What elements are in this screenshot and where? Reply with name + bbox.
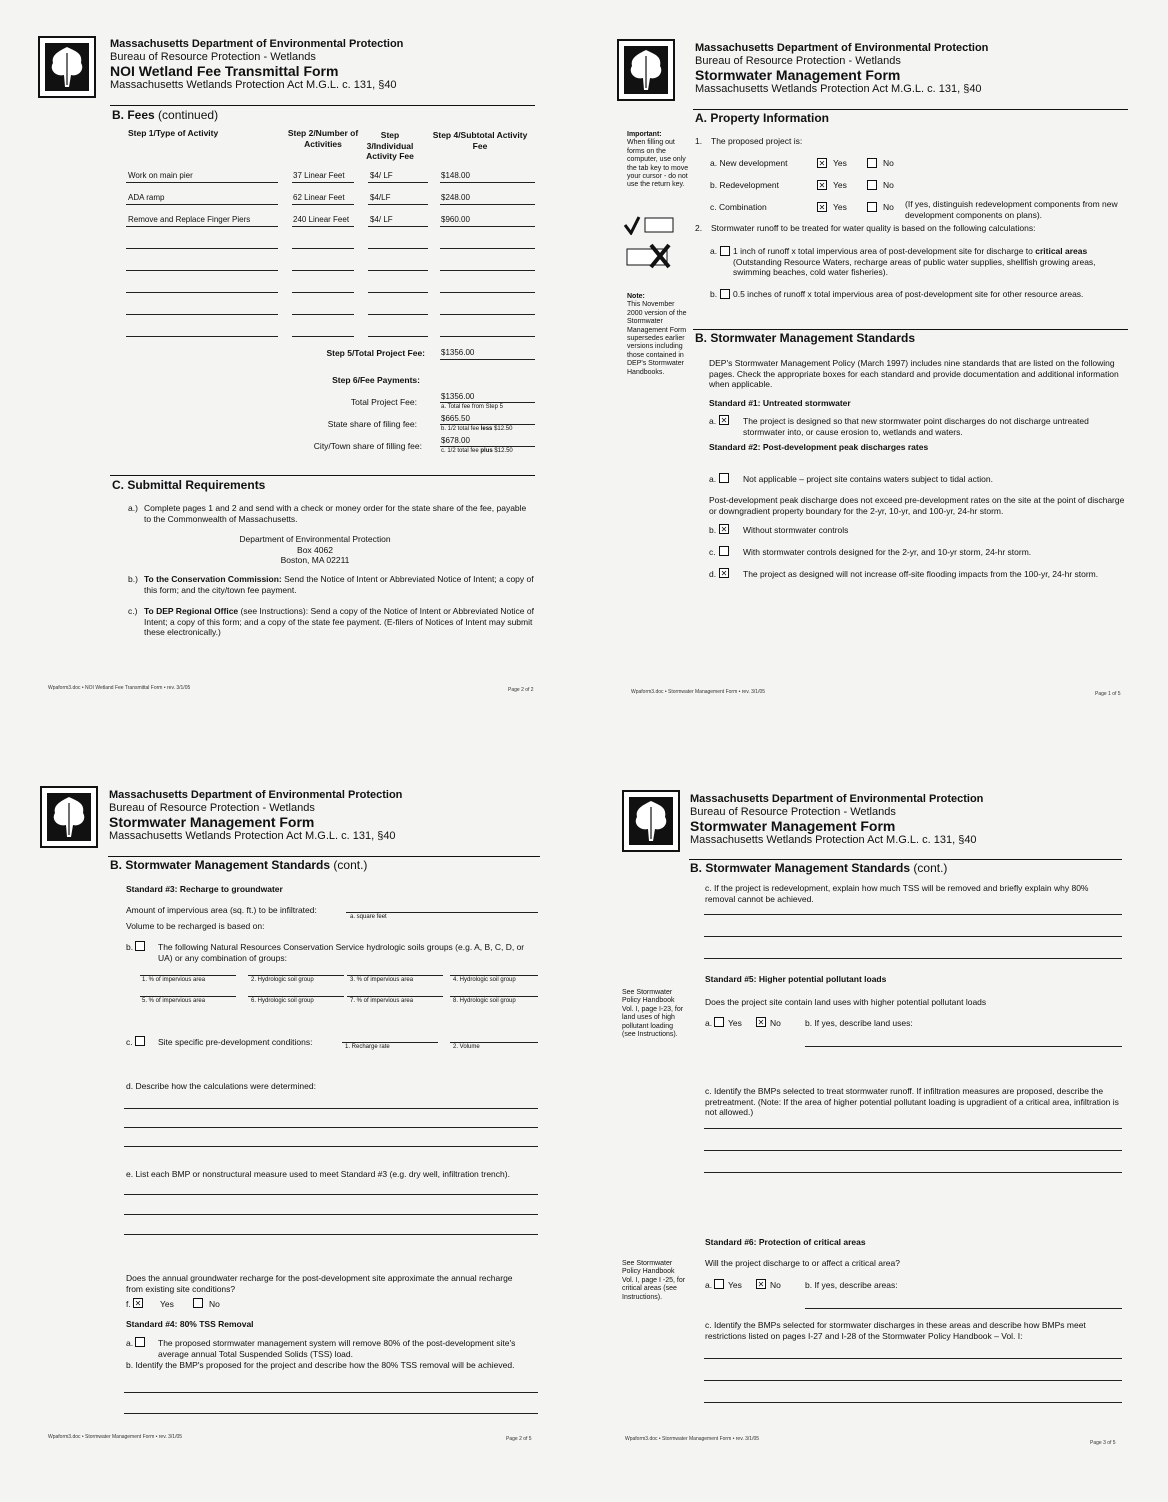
recharge-question: Does the annual groundwater recharge for the post-development site approximate the annual recharge from existing site conditions? [126,1273,513,1294]
std5-heading: Standard #5: Higher potential pollutant loads [705,974,887,984]
fee-row-4-col-2-line[interactable] [292,248,354,249]
section-b-rule [693,329,1128,330]
std6-bmp-text: c. Identify the BMPs selected for stormwater discharges in these areas and describe how BMPs meet restrictions listed on pages I-27 and I-28 of the Stormwater Policy Handbook – Vol. I: [705,1320,1086,1341]
item-b-marker: b.) [128,574,138,584]
fee-row-4-col-1-line[interactable] [126,248,278,249]
dept-name: Massachusetts Department of Environmental Protection [110,38,404,50]
std2a-text: Not applicable – project site contains waters subject to tidal action. [743,474,993,484]
step5-label: Step 5/Total Project Fee: [326,348,425,358]
total-fee-value[interactable]: $1356.00 [441,392,475,401]
section-b-heading: B. Stormwater Management Standards [695,331,916,345]
g2-caption: 2. Hydrologic soil group [251,977,314,983]
state-share-line [440,424,535,425]
g5-caption: 5. % of impervious area [142,998,206,1004]
page-stormwater-2 [20,770,580,1500]
std5-yes-label: Yes [728,1018,742,1028]
fee-row-3-col-2-line[interactable] [292,226,354,227]
fee-row-5-col-3-line[interactable] [368,270,428,271]
state-share-note: b. 1/2 total fee less $12.50 [441,426,513,432]
section-b-heading: B. Stormwater Management Standards (cont.) [690,861,948,875]
impervious-label: Amount of impervious area (sq. ft.) to be infiltrated: [126,905,317,915]
fee-row-7-col-2-line[interactable] [292,314,354,315]
tss-text: The proposed stormwater management system will remove 80% of the post-development site's average annual Total Suspended Solids (TSS) load. [158,1338,516,1359]
q2a-checkbox[interactable] [720,246,730,256]
item-b-marker: b. [126,942,134,952]
q2b-checkbox[interactable] [720,289,730,299]
std4-heading: Standard #4: 80% TSS Removal [126,1319,254,1329]
item-b-text: To the Conservation Commission: Send the Notice of Intent or Abbreviated Notice of Intent; a copy of this form; and the city/town fee payment. [144,574,534,595]
fee-row-1-col-3-line[interactable] [368,182,428,183]
city-share-value[interactable]: $678.00 [441,436,470,445]
row1-fee[interactable]: $4/ LF [370,171,393,180]
col-number-header: Step 2/Number of Activities [287,128,359,149]
std5-no-checkbox[interactable] [756,1017,766,1027]
g6-line[interactable] [248,996,344,997]
recharge-yes-checkbox[interactable] [133,1298,143,1308]
d-line-3[interactable] [124,1146,538,1147]
std5-sidebar: See Stormwater Policy Handbook Vol. I, page I-23, for land uses of high pollutant loading (see Instructions). [622,989,684,1038]
section-c-heading: C. Submittal Requirements [112,478,266,492]
tab-key-icon [623,215,677,235]
item-c-text: To DEP Regional Office (see Instructions): Send a copy of the Notice of Intent or Abbreviated Notice of Intent; a copy of this form; and a copy of the state fee payment. (E-filers of Notices of Intent may submit these electronically.) [144,606,534,638]
soil-groups-text: The following Natural Resources Conservation Service hydrologic soils groups (e.g. A, B, C, D, or UA) or any combination of groups: [158,942,525,963]
recharge-yes-label: Yes [160,1299,174,1309]
item-b4-text: b. Identify the BMP's proposed for the project and describe how the 80% TSS removal will be achieved. [126,1360,515,1370]
item-d-text: d. Describe how the calculations were determined: [126,1081,316,1091]
std2d-checkbox[interactable] [719,568,729,578]
fee-row-2-col-3-line[interactable] [368,204,428,205]
item-a-marker: a.) [128,503,138,513]
col-type-header: Step 1/Type of Activity [128,128,219,138]
form-title: Stormwater Management Form [695,67,901,84]
state-share-value[interactable]: $665.50 [441,414,470,423]
g4-line[interactable] [450,975,538,976]
page-stormwater-1 [595,25,1155,755]
dep-logo [40,786,98,848]
fee-row-8-col-3-line[interactable] [368,336,428,337]
dep-logo [38,36,96,98]
item-c-marker: c. [126,1037,133,1047]
fee-row-5-col-4-line[interactable] [440,270,535,271]
std2c-marker: c. [709,547,716,557]
header-rule [108,856,540,857]
footer-left: Wpaform3.doc • Stormwater Management Form • rev. 3/1/05 [631,689,766,695]
fee-row-1-col-1-line[interactable] [126,182,278,183]
dept-name: Massachusetts Department of Environmental Protection [109,789,403,801]
q1b-yes-label: Yes [833,180,847,190]
recharge-no-checkbox[interactable] [193,1298,203,1308]
std2c-checkbox[interactable] [719,546,729,556]
g6-caption: 6. Hydrologic soil group [251,998,314,1004]
row3-type[interactable]: Remove and Replace Finger Piers [128,215,251,224]
dept-name: Massachusetts Department of Environmental Protection [690,793,984,805]
footer-left: Wpaform3.doc • Stormwater Management Form • rev. 3/1/05 [48,1434,183,1440]
d-line-1[interactable] [124,1108,538,1109]
form-title: Stormwater Management Form [690,818,896,835]
std2b-checkbox[interactable] [719,524,729,534]
fee-row-5-col-1-line[interactable] [126,270,278,271]
q1a-yes-label: Yes [833,158,847,168]
g8-caption: 8. Hydrologic soil group [453,998,516,1004]
std2-text: Post-development peak discharge does not exceed pre-development rates on the site at the point of discharge or downgradient property boundary for the 2-yr, 10-yr, and 100-yr, 24-hr storm. [709,495,1125,516]
c5-line-3[interactable] [704,1172,1122,1173]
q2b-text: 0.5 inches of runoff x total impervious area of post-development site for other resource areas. [733,289,1084,299]
b4-line-1[interactable] [124,1392,538,1393]
volume-caption: 2. Volume [453,1044,480,1050]
form-header [109,789,402,843]
fee-row-4-col-3-line[interactable] [368,248,428,249]
g3-caption: 3. % of impervious area [350,977,414,983]
return-key-icon [625,243,679,269]
site-specific-checkbox[interactable] [135,1036,145,1046]
q1-text: The proposed project is: [711,136,803,146]
item-c-marker: c.) [128,606,138,616]
tss-checkbox[interactable] [135,1337,145,1347]
item-a5-marker: a. [705,1018,713,1028]
std5-no-label: No [770,1018,781,1028]
std5-describe-label: b. If yes, describe land uses: [805,1018,913,1028]
row1-sub[interactable]: $148.00 [441,171,470,180]
q2-marker: 2. [695,223,703,233]
q1c-yes-label: Yes [833,202,847,212]
fee-row-4-col-4-line[interactable] [440,248,535,249]
std2a-checkbox[interactable] [719,473,729,483]
form-header [110,38,403,92]
fee-row-5-col-2-line[interactable] [292,270,354,271]
row3-sub[interactable]: $960.00 [441,215,470,224]
page-fee-transmittal [20,20,580,750]
std6-describe-label: b. If yes, describe areas: [805,1280,898,1290]
total-fee-line [440,402,535,403]
footer-page: Page 1 of 5 [1095,691,1121,697]
c-line-3[interactable] [704,958,1122,959]
row2-type[interactable]: ADA ramp [128,193,165,202]
std2b-text: Without stormwater controls [743,525,849,535]
bureau-name: Bureau of Resource Protection - Wetlands [110,50,316,63]
impervious-line[interactable] [346,912,538,913]
section-b-intro: DEP's Stormwater Management Policy (March 1997) includes nine standards that are listed on the following pages. Check the appropriate boxes for each standard and provide documentation and additional information when applicable. [709,358,1119,390]
q1c-no-label: No [883,202,894,212]
important-sidebar: Important: When filling out forms on the computer, use only the tab key to move your cursor - do not use the return key. [627,131,689,189]
footer-left: Wpaform3.doc • NOI Wetland Fee Transmittal Form • rev. 3/1/05 [48,685,191,691]
std2b-marker: b. [709,525,717,535]
std2d-marker: d. [709,569,717,579]
volume-label: Volume to be recharged is based on: [126,921,265,931]
g8-line[interactable] [450,996,538,997]
q2-text: Stormwater runoff to be treated for water quality is based on the following calculations: [711,223,1036,233]
item-a6-marker: a. [705,1280,713,1290]
item-f-marker: f. [126,1299,131,1309]
q1a-no-label: No [883,158,894,168]
dept-name: Massachusetts Department of Environmental Protection [695,42,989,54]
row2-sub[interactable]: $248.00 [441,193,470,202]
fee-row-7-col-1-line[interactable] [126,314,278,315]
act-citation: Massachusetts Wetlands Protection Act M.G.L. c. 131, §40 [690,834,977,847]
std6-heading: Standard #6: Protection of critical areas [705,1237,866,1247]
std6-yes-label: Yes [728,1280,742,1290]
recharge-rate-line[interactable] [342,1042,438,1043]
g5-line[interactable] [140,996,236,997]
footer-left: Wpaform3.doc • Stormwater Management Form • rev. 3/1/05 [625,1436,760,1442]
fee-row-7-col-3-line[interactable] [368,314,428,315]
header-rule [110,105,535,106]
recharge-no-label: No [209,1299,220,1309]
section-a-heading: A. Property Information [695,111,830,125]
row2-num[interactable]: 62 Linear Feet [293,193,345,202]
q1c-label: c. Combination [710,202,767,212]
dep-logo [617,39,675,101]
g1-caption: 1. % of impervious area [142,977,206,983]
fee-row-1-col-4-line[interactable] [440,182,535,183]
q1a-label: a. New development [710,158,788,168]
state-share-label: State share of filing fee: [327,419,417,429]
footer-page: Page 2 of 5 [506,1436,532,1442]
bureau-name: Bureau of Resource Protection - Wetlands [109,801,315,814]
section-c-rule [110,475,535,476]
q1c-note: (If yes, distinguish redevelopment components from new development components on plans). [905,199,1118,220]
fee-row-3-col-3-line[interactable] [368,226,428,227]
row1-num[interactable]: 37 Linear Feet [293,171,345,180]
footer-page: Page 3 of 5 [1090,1440,1116,1446]
bureau-name: Bureau of Resource Protection - Wetlands [695,54,901,67]
c5-line-2[interactable] [704,1150,1122,1151]
act-citation: Massachusetts Wetlands Protection Act M.G.L. c. 131, §40 [695,83,982,96]
step5-value[interactable]: $1356.00 [441,348,475,357]
fee-row-6-col-3-line[interactable] [368,292,428,293]
section-b-heading: B. Stormwater Management Standards (cont.) [110,858,368,872]
std1a-text: The project is designed so that new stormwater point discharges do not discharge untreated stormwater into, or cause erosion to, wetlands and waters. [743,416,1089,437]
mailing-address: Department of Environmental Protection Box 4062 Boston, MA 02211 [239,534,391,566]
row2-fee[interactable]: $4/LF [370,193,391,202]
g2-line[interactable] [248,975,344,976]
std1a-marker: a. [709,416,717,426]
fee-row-2-col-1-line[interactable] [126,204,278,205]
item-e-text: e. List each BMP or nonstructural measure used to meet Standard #3 (e.g. dry well, infiltration trench). [126,1169,510,1179]
fee-row-1-col-2-line[interactable] [292,182,354,183]
form-header [695,42,988,96]
d-line-2[interactable] [124,1127,538,1128]
std5-describe-line[interactable] [805,1046,1122,1047]
std2d-text: The project as designed will not increase off-site flooding impacts from the 100-yr, 24-hr storm. [743,569,1099,579]
step5-line [440,359,535,360]
col-subtotal-header: Step 4/Subtotal Activity Fee [432,130,528,151]
note-sidebar: Note: This November 2000 version of the Stormwater Management Form supersedes earlier versions including those contained in DEP's Stormwater Handbooks. [627,293,687,376]
fee-row-8-col-4-line[interactable] [440,336,535,337]
city-share-line [440,446,535,447]
form-title: Stormwater Management Form [109,814,315,831]
b4-line-2[interactable] [124,1413,538,1414]
q1b-label: b. Redevelopment [710,180,779,190]
q1a-yes-checkbox[interactable] [817,158,827,168]
q2a-text: 1 inch of runoff x total impervious area of post-development site for discharge to critical areas (Outstanding Resource Waters, recharge areas of public water supplies, shellfish growing areas, swimming beaches, cold water fisheries). [733,246,1096,278]
item-a4-marker: a. [126,1338,134,1348]
q1a-no-checkbox[interactable] [867,158,877,168]
act-citation: Massachusetts Wetlands Protection Act M.G.L. c. 131, §40 [110,79,397,92]
dep-logo [622,790,680,852]
q1-marker: 1. [695,136,703,146]
fee-row-3-col-4-line[interactable] [440,226,535,227]
std6-no-label: No [770,1280,781,1290]
g4-caption: 4. Hydrologic soil group [453,977,516,983]
std1-heading: Standard #1: Untreated stormwater [709,398,851,408]
std5-bmp-text: c. Identify the BMPs selected to treat stormwater runoff. If infiltration measures are proposed, describe the pretreatment. (Note: If the area of higher potential pollutant loading is upgradient of a critical area, infiltration is not allowed.) [705,1086,1119,1118]
g7-caption: 7. % of impervious area [350,998,414,1004]
total-fee-label: Total Project Fee: [350,397,417,407]
c-line-1[interactable] [704,914,1122,915]
q1c-no-checkbox[interactable] [867,202,877,212]
row1-type[interactable]: Work on main pier [128,171,193,180]
std6-yes-checkbox[interactable] [714,1279,724,1289]
col-fee-header: Step 3/Individual Activity Fee [366,130,414,162]
q1b-yes-checkbox[interactable] [817,180,827,190]
q1c-yes-checkbox[interactable] [817,202,827,212]
fee-row-7-col-4-line[interactable] [440,314,535,315]
city-share-note: c. 1/2 total fee plus $12.50 [441,448,513,454]
q1b-no-label: No [883,180,894,190]
c6-line-2[interactable] [704,1380,1122,1381]
fee-row-8-col-2-line[interactable] [292,336,354,337]
header-rule [693,109,1128,110]
q1b-no-checkbox[interactable] [867,180,877,190]
item-a-text: Complete pages 1 and 2 and send with a check or money order for the state share of the fee, payable to the Commonwealth of Massachusetts. [144,503,527,524]
e-line-1[interactable] [124,1194,538,1195]
footer-page: Page 2 of 2 [508,687,534,693]
std2-heading: Standard #2: Post-development peak discharges rates [709,442,929,452]
q2a-marker: a. [710,246,718,256]
c-line-2[interactable] [704,936,1122,937]
std6-question: Will the project discharge to or affect a critical area? [705,1258,900,1268]
total-fee-note: a. Total fee from Step 5 [441,404,503,410]
header-rule [689,859,1122,860]
g1-line[interactable] [140,975,236,976]
e-line-3[interactable] [124,1234,538,1235]
bureau-name: Bureau of Resource Protection - Wetlands [690,805,896,818]
g3-line[interactable] [347,975,443,976]
fee-row-3-col-1-line[interactable] [126,226,278,227]
form-title: NOI Wetland Fee Transmittal Form [110,63,339,80]
c6-line-1[interactable] [704,1358,1122,1359]
fee-row-8-col-1-line[interactable] [126,336,278,337]
act-citation: Massachusetts Wetlands Protection Act M.G.L. c. 131, §40 [109,830,396,843]
std2c-text: With stormwater controls designed for the 2-yr, and 10-yr storm, 24-hr storm. [743,547,1032,557]
redevelopment-tss-text: c. If the project is redevelopment, explain how much TSS will be removed and briefly explain why 80% removal cannot be achieved. [705,883,1089,904]
form-header [690,793,983,847]
impervious-caption: a. square feet [350,914,387,920]
std6-no-checkbox[interactable] [756,1279,766,1289]
fee-row-6-col-2-line[interactable] [292,292,354,293]
fee-row-2-col-4-line[interactable] [440,204,535,205]
page-stormwater-3 [595,772,1155,1502]
row3-num[interactable]: 240 Linear Feet [293,215,350,224]
fee-row-6-col-1-line[interactable] [126,292,278,293]
std6-sidebar: See Stormwater Policy Handbook Vol. I, page I -25, for critical areas (see Instructions). [622,1260,686,1301]
std2a-marker: a. [709,474,717,484]
std5-yes-checkbox[interactable] [714,1017,724,1027]
c5-line-1[interactable] [704,1128,1122,1129]
std5-question: Does the project site contain land uses with higher potential pollutant loads [705,997,987,1007]
fee-row-2-col-2-line[interactable] [292,204,354,205]
volume-line[interactable] [450,1042,538,1043]
std3-heading: Standard #3: Recharge to groundwater [126,884,283,894]
city-share-label: City/Town share of filling fee: [313,441,422,451]
section-b-fees: B. Fees (continued) [112,108,219,122]
recharge-rate-caption: 1. Recharge rate [345,1044,390,1050]
fee-row-6-col-4-line[interactable] [440,292,535,293]
g7-line[interactable] [347,996,443,997]
step6-label: Step 6/Fee Payments: [332,375,420,385]
std1a-checkbox[interactable] [719,415,729,425]
q2b-marker: b. [710,289,718,299]
std6-describe-line[interactable] [805,1308,1122,1309]
site-specific-text: Site specific pre-development conditions: [158,1037,313,1047]
row3-fee[interactable]: $4/ LF [370,215,393,224]
c6-line-3[interactable] [704,1402,1122,1403]
soil-groups-checkbox[interactable] [135,941,145,951]
e-line-2[interactable] [124,1214,538,1215]
